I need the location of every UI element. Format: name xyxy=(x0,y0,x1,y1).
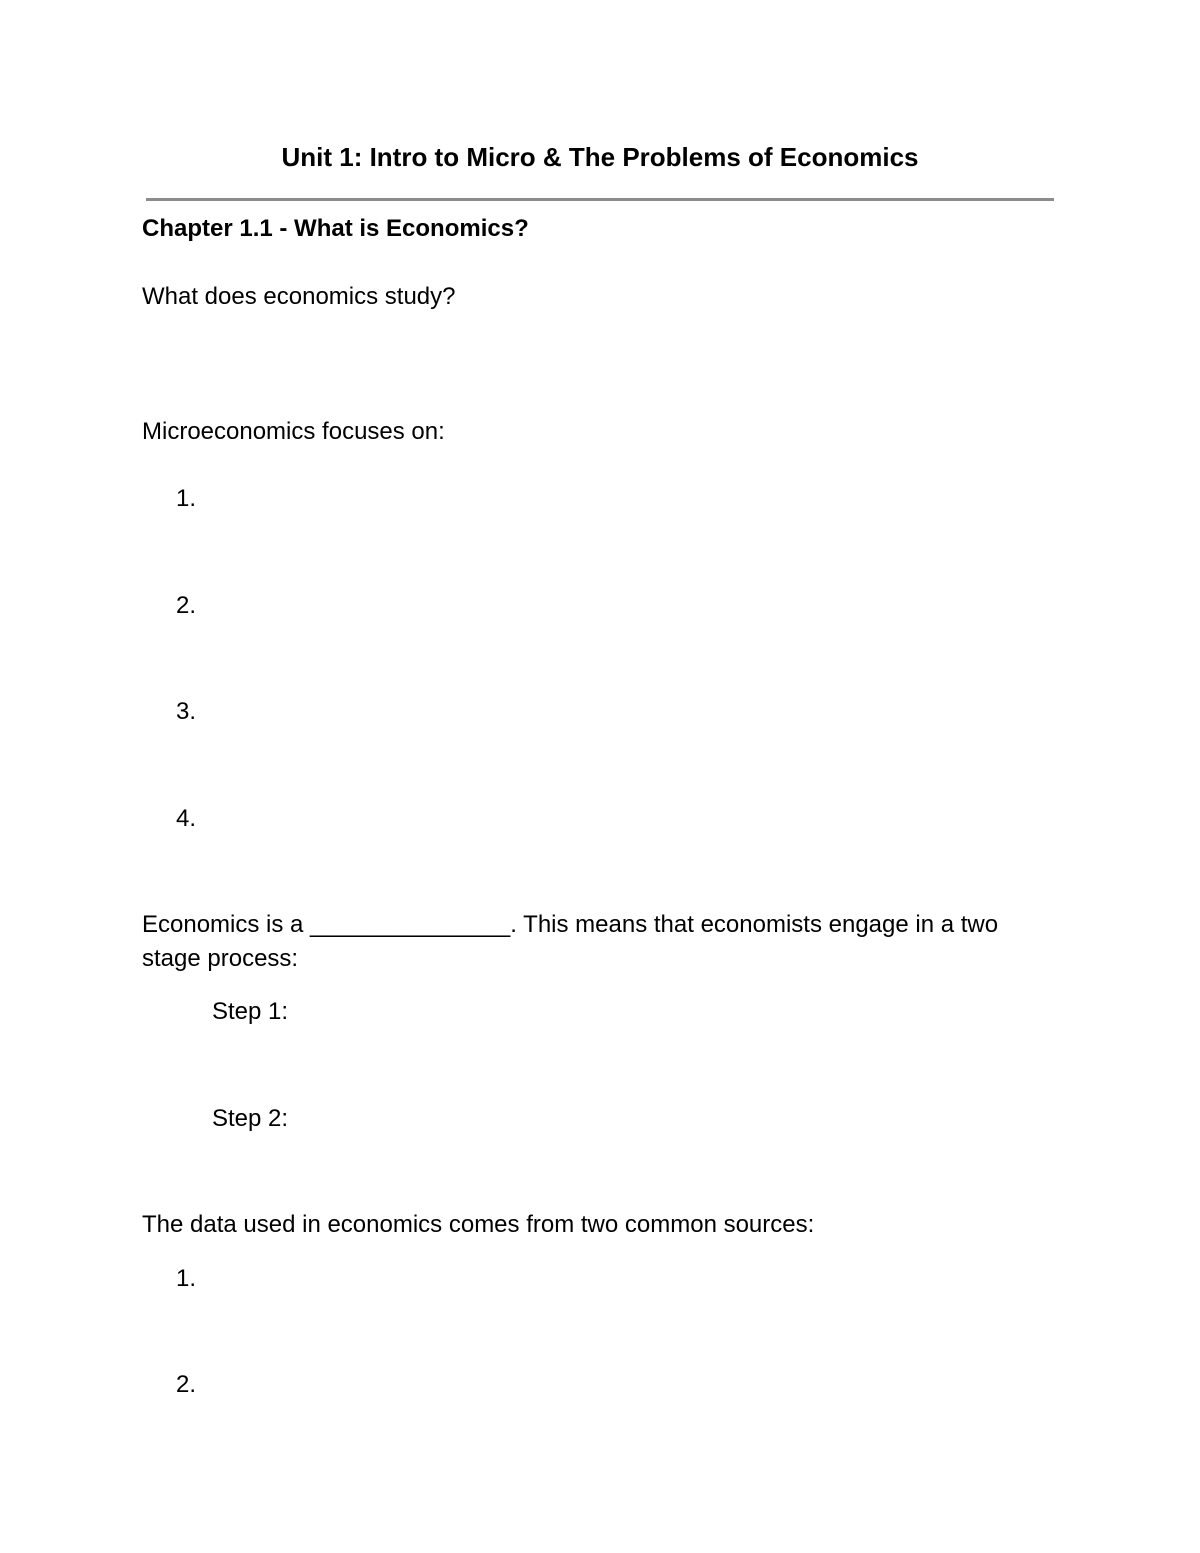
step-label: Step 2: xyxy=(212,1105,289,1132)
question-data-sources: The data used in economics comes from two common sources: xyxy=(142,1211,815,1238)
list-item: 3. xyxy=(176,698,197,725)
list-item: 1. xyxy=(176,1265,197,1292)
list-item: 4. xyxy=(176,805,197,832)
question-economics-is-a-line-2: stage process: xyxy=(142,945,299,972)
page-title: Unit 1: Intro to Micro & The Problems of Economics xyxy=(281,142,919,172)
question-economics-study: What does economics study? xyxy=(142,283,456,310)
list-item: 2. xyxy=(176,1371,197,1398)
step-label: Step 1: xyxy=(212,998,289,1025)
list-item: 1. xyxy=(176,485,197,512)
title-divider xyxy=(146,198,1054,201)
list-item: 2. xyxy=(176,592,197,619)
question-economics-is-a-line-1: Economics is a _______________. This means that economists engage in a two xyxy=(142,911,999,938)
chapter-heading: Chapter 1.1 - What is Economics? xyxy=(142,215,529,242)
question-microeconomics-focus: Microeconomics focuses on: xyxy=(142,418,445,445)
